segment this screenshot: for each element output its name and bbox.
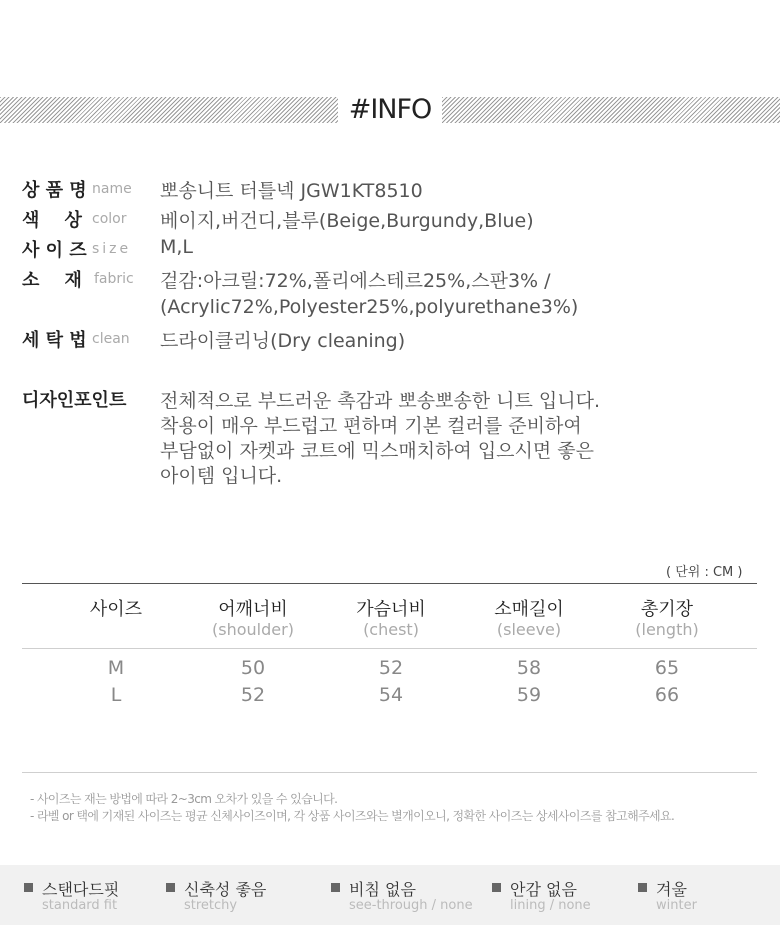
info-value: 뽀송니트 터틀넥 JGW1KT8510: [160, 180, 423, 202]
square-bullet-icon: [331, 883, 340, 892]
table-header-chest: 가슴너비: [356, 599, 426, 620]
table-header-shoulder-en: (shoulder): [212, 620, 294, 639]
info-value: 겉감:아크릴:72%,폴리에스테르25%,스판3% /: [160, 270, 551, 292]
square-bullet-icon: [166, 883, 175, 892]
table-header-sleeve: 소매길이: [494, 599, 564, 620]
table-cell: 58: [516, 657, 542, 679]
square-bullet-icon: [24, 883, 33, 892]
feature-label-en: standard fit: [42, 898, 118, 913]
feature-label-en: lining / none: [510, 898, 591, 913]
info-label-en: fabric: [94, 271, 134, 287]
table-cell: M: [107, 657, 125, 679]
square-bullet-icon: [638, 883, 647, 892]
info-value: 베이지,버건디,블루(Beige,Burgundy,Blue): [160, 210, 534, 232]
info-label: 사 이 즈: [22, 240, 87, 261]
table-header-size: 사이즈: [89, 599, 143, 620]
info-label-en: color: [92, 211, 127, 227]
table-cell: 59: [516, 684, 542, 706]
table-cell: 50: [240, 657, 266, 679]
feature-label: 안감 없음: [510, 880, 577, 899]
feature-label: 겨울: [656, 880, 687, 899]
feature-label: 신축성 좋음: [184, 880, 267, 899]
table-header-length-en: (length): [635, 620, 699, 639]
info-label: 소 재: [22, 270, 82, 291]
table-header-chest-en: (chest): [363, 620, 419, 639]
info-label-en: clean: [92, 331, 130, 347]
info-value: M,L: [160, 236, 194, 258]
size-note: - 라벨 or 택에 기재된 사이즈는 평균 신체사이즈이며, 각 상품 사이즈와는 별개이오니, 정확한 사이즈는 상세사이즈를 참고해주세요.: [30, 809, 675, 823]
info-label: 상 품 명: [22, 180, 87, 201]
design-point-line: 부담없이 자켓과 코트에 믹스매치하여 입으시면 좋은: [160, 440, 594, 462]
feature-label-en: stretchy: [184, 898, 238, 913]
table-cell: 66: [654, 684, 680, 706]
table-cell: 65: [654, 657, 680, 679]
info-label: 색 상: [22, 210, 82, 231]
table-cell: 54: [378, 684, 404, 706]
table-cell: L: [110, 684, 122, 706]
feature-bar: [0, 865, 780, 925]
feature-label: 비침 없음: [349, 880, 416, 899]
feature-label-en: see-through / none: [349, 898, 473, 913]
square-bullet-icon: [492, 883, 501, 892]
table-cell: 52: [240, 684, 266, 706]
design-point-line: 아이템 입니다.: [160, 465, 283, 487]
heading-hatch-right: [442, 97, 780, 123]
size-unit-label: ( 단위 : CM ): [666, 565, 743, 580]
table-header-rule: [22, 648, 757, 649]
heading-hatch-left: [0, 97, 338, 123]
info-heading: #INFO: [348, 94, 432, 125]
table-header-shoulder: 어깨너비: [218, 599, 288, 620]
table-cell: 52: [378, 657, 404, 679]
design-point-label: 디자인포인트: [22, 390, 127, 411]
design-point-line: 전체적으로 부드러운 촉감과 뽀송뽀송한 니트 입니다.: [160, 390, 601, 412]
info-label-en: name: [92, 181, 132, 197]
info-label: 세 탁 법: [22, 330, 87, 351]
table-top-rule: [22, 583, 757, 584]
info-value: 드라이클리닝(Dry cleaning): [160, 330, 406, 352]
table-header-length: 총기장: [640, 599, 694, 620]
table-header-sleeve-en: (sleeve): [496, 620, 562, 639]
design-point-line: 착용이 매우 부드럽고 편하며 기본 컬러를 준비하여: [160, 415, 582, 437]
size-note: - 사이즈는 재는 방법에 따라 2~3cm 오차가 있을 수 있습니다.: [30, 792, 338, 806]
feature-label-en: winter: [656, 898, 697, 913]
info-value-line2: (Acrylic72%,Polyester25%,polyurethane3%): [160, 296, 579, 318]
table-bottom-rule: [22, 772, 757, 773]
info-label-en: size: [92, 241, 132, 257]
feature-label: 스탠다드핏: [42, 880, 120, 899]
